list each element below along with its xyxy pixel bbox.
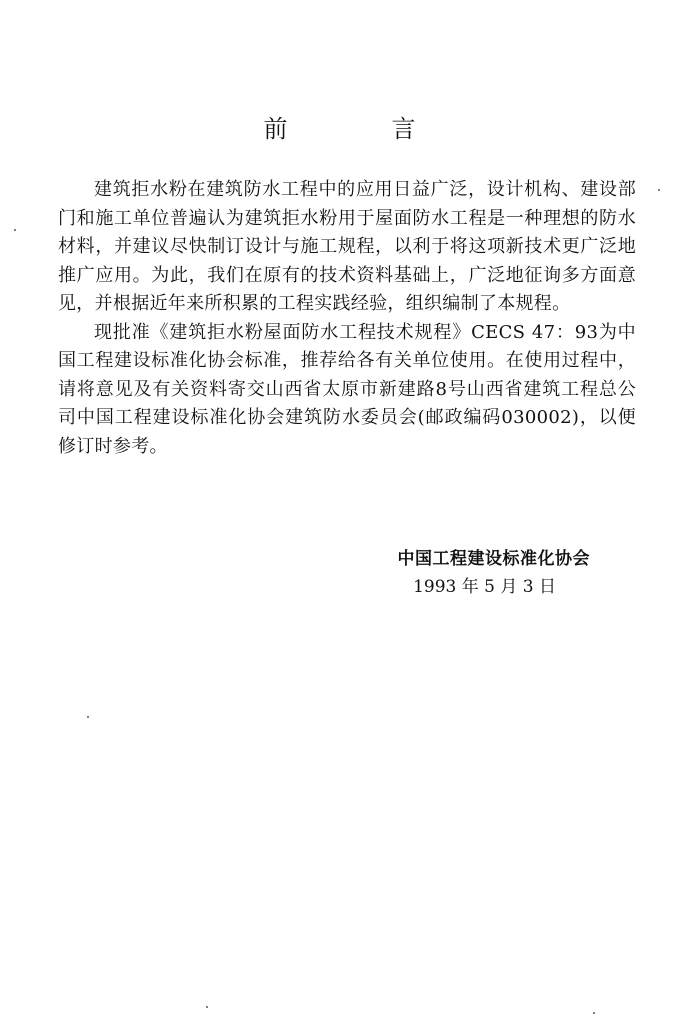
paragraph-2: 现批准《建筑拒水粉屋面防水工程技术规程》CECS 47：93为中国工程建设标准化协会标准，推荐给各有关单位使用。在使用过程中，请将意见及有关资料寄交山西省太原市新建路8号山西省建筑工程总公司中国工程建设标准化协会建筑防水委员会(邮政编码030002)，以便修订时参考。 [58, 321, 636, 457]
scan-speck [593, 1012, 595, 1014]
issue-date: 1993 年 5 月 3 日 [413, 577, 556, 597]
preface-body [58, 176, 636, 461]
page-title: 前 言 [263, 115, 456, 143]
signature-block [0, 545, 590, 601]
issuing-organization: 中国工程建设标准化协会 [397, 549, 590, 569]
paragraph-1: 建筑拒水粉在建筑防水工程中的应用日益广泛，设计机构、建设部门和施工单位普遍认为建筑拒水粉用于屋面防水工程是一种理想的防水材料，并建议尽快制订设计与施工规程，以利于将这项新技术更广泛地推广应用。为此，我们在原有的技术资料基础上，广泛地征询多方面意见，并根据近年来所积累的工程实践经验，组织编制了本规程。 [58, 179, 636, 314]
scan-speck [14, 229, 16, 231]
scan-speck [87, 716, 89, 718]
scan-speck [658, 189, 660, 191]
scan-speck [206, 1006, 208, 1008]
